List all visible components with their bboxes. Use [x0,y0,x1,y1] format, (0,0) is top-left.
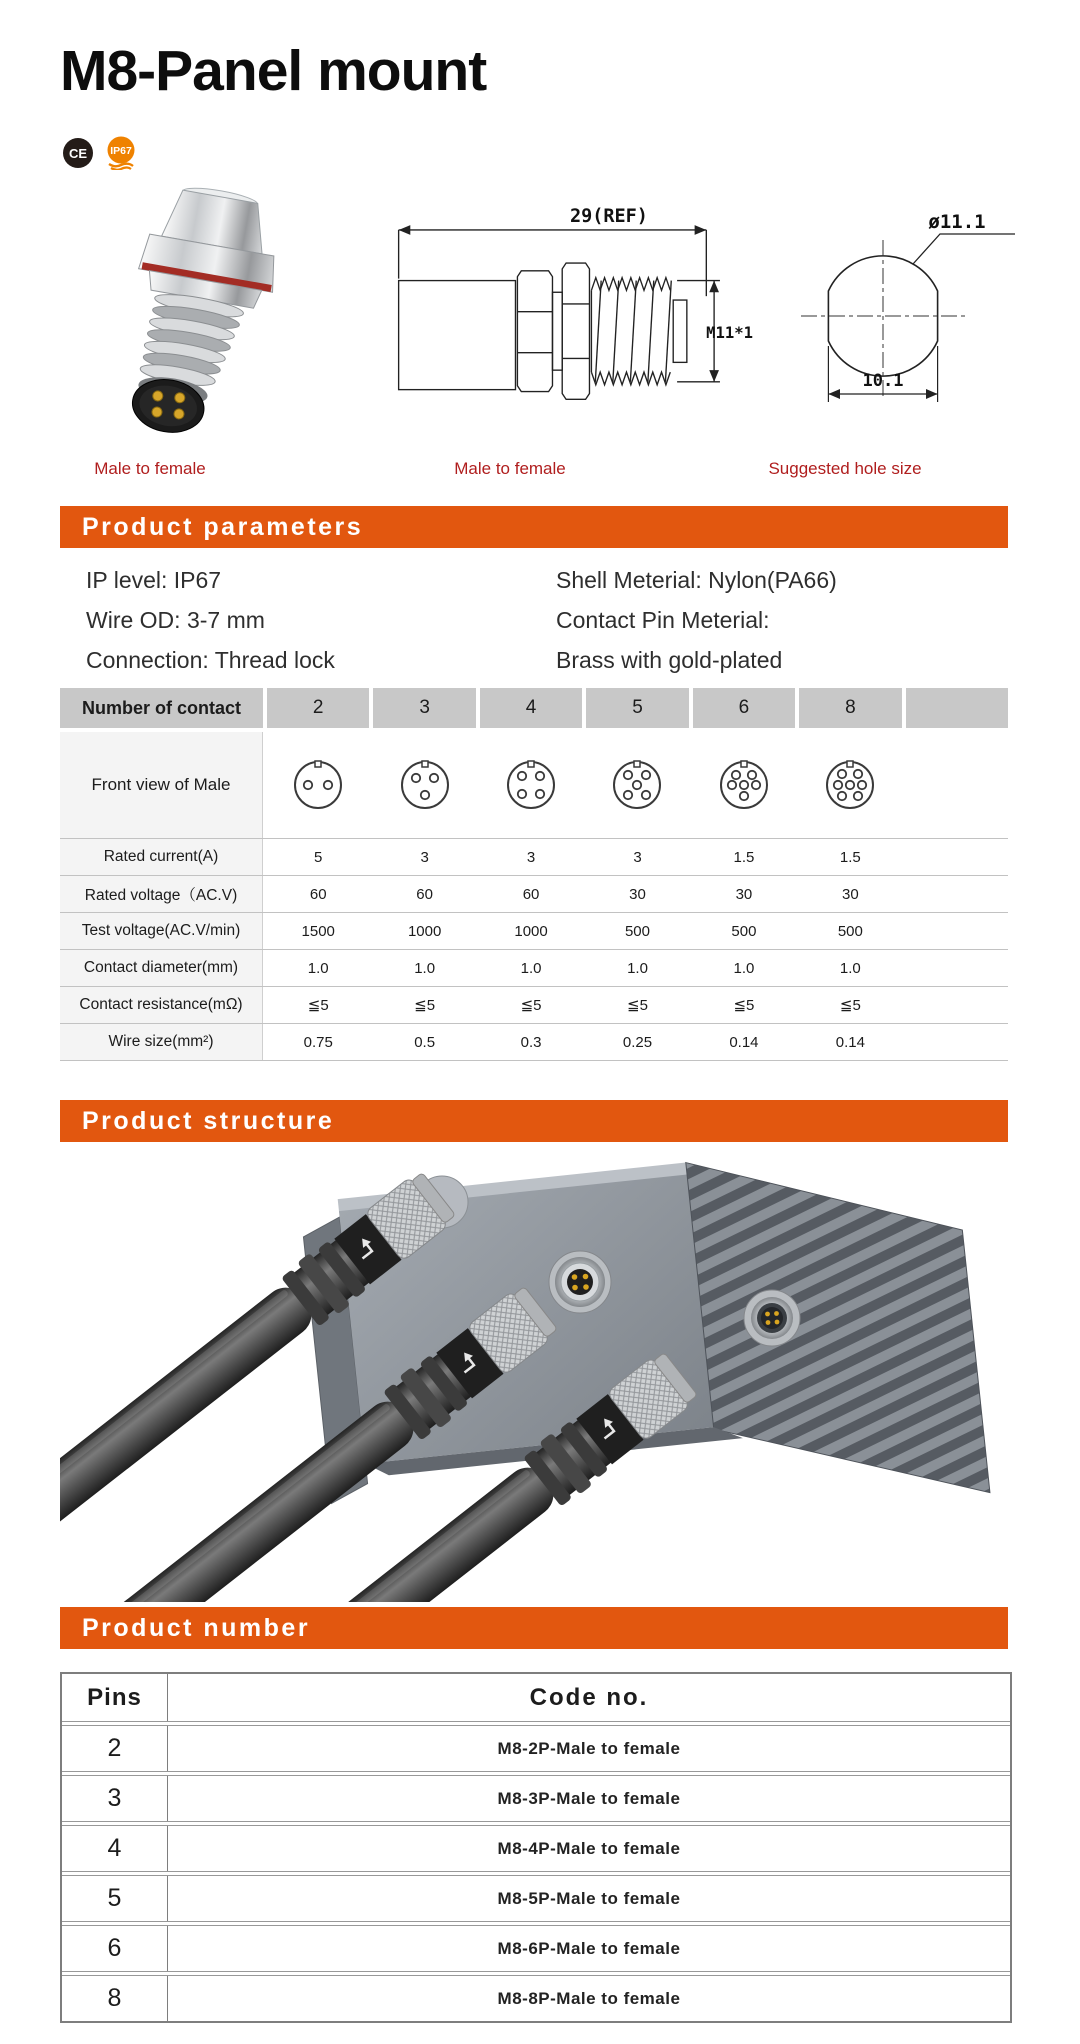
product-number-table [60,1672,1012,2023]
section-header-parameters: Product parameters [60,506,1008,548]
technical-drawing-side [385,192,755,412]
spec-col-header: 6 [693,688,795,728]
front-view-label: Front view of Male [60,732,263,838]
table-row: 3 M8-3P-Male to female [62,1775,1010,1822]
pin-diagram-4-icon [504,758,558,812]
technical-drawing-hole [795,188,1040,418]
pin-diagram-8-icon [823,758,877,812]
param-line: Brass with gold-plated [556,647,783,673]
spec-col-header: 3 [373,688,475,728]
spec-table [60,688,1008,1061]
product-number-header-row [62,1674,1010,1722]
spec-row: Contact diameter(mm) 1.0 1.0 1.0 1.0 1.0 1.0 [60,950,1008,987]
panel-male-connector [549,1251,611,1313]
spec-header-label: Number of contact [60,688,263,728]
dim-diameter-label: ø11.1 [928,211,986,233]
front-view-row [60,732,1008,839]
front-view-empty-cell [906,732,1008,838]
spec-row: Wire size(mm²) 0.75 0.5 0.3 0.25 0.14 0.14 [60,1024,1008,1061]
product-structure-image [60,1150,1008,1602]
param-line: Contact Pin Meterial: [556,607,770,633]
dim-thread-label: M11*1 [706,324,754,343]
spec-row: Test voltage(AC.V/min) 1500 1000 1000 500 500 500 [60,913,1008,950]
page-title: M8-Panel mount [60,39,487,103]
panel-female-connector [744,1290,800,1346]
spec-col-header: 4 [480,688,582,728]
code-header: Code no. [529,1683,649,1711]
spec-col-header: 8 [799,688,901,728]
caption-photo: Male to female [94,459,206,478]
pin-diagram-3-icon [398,758,452,812]
pin-diagram-5-icon [610,758,664,812]
param-line: Connection: Thread lock [86,647,335,673]
connector-photo [85,182,315,447]
svg-text:CE: CE [68,146,88,161]
dim-flat-width-label: 10.1 [862,371,904,391]
spec-row: Contact resistance(mΩ) ≦5 ≦5 ≦5 ≦5 ≦5 ≦5 [60,987,1008,1024]
table-row: 6 M8-6P-Male to female [62,1925,1010,1972]
table-row: 5 M8-5P-Male to female [62,1875,1010,1922]
spec-col-header: 2 [267,688,369,728]
spec-col-header: 5 [586,688,688,728]
table-row: 2 M8-2P-Male to female [62,1725,1010,1772]
spec-col-header-empty [906,688,1008,728]
param-line: Shell Meterial: Nylon(PA66) [556,567,837,593]
caption-hole-size: Suggested hole size [768,459,922,478]
certification-badges [62,136,140,170]
section-header-number: Product number [60,1607,1008,1649]
dim-length-label: 29(REF) [569,206,648,228]
pin-diagram-2-icon [291,758,345,812]
table-row: 8 M8-8P-Male to female [62,1975,1010,2021]
spec-row: Rated voltage（AC.V) 60 60 60 30 30 30 [60,876,1008,913]
ip67-badge-icon [102,136,140,170]
parameters-left-column [86,560,335,680]
param-line: Wire OD: 3-7 mm [86,607,265,633]
pin-diagram-6-icon [717,758,771,812]
section-header-structure: Product structure [60,1100,1008,1142]
parameters-right-column [556,560,837,680]
table-row: 4 M8-4P-Male to female [62,1825,1010,1872]
pins-header: Pins [62,1674,168,1721]
svg-text:IP67: IP67 [110,145,132,157]
ce-mark-icon [62,137,94,169]
spec-row: Rated current(A) 5 3 3 3 1.5 1.5 [60,839,1008,876]
spec-table-header-row [60,688,1008,728]
caption-drawing: Male to female [454,459,566,478]
param-line: IP level: IP67 [86,567,222,593]
